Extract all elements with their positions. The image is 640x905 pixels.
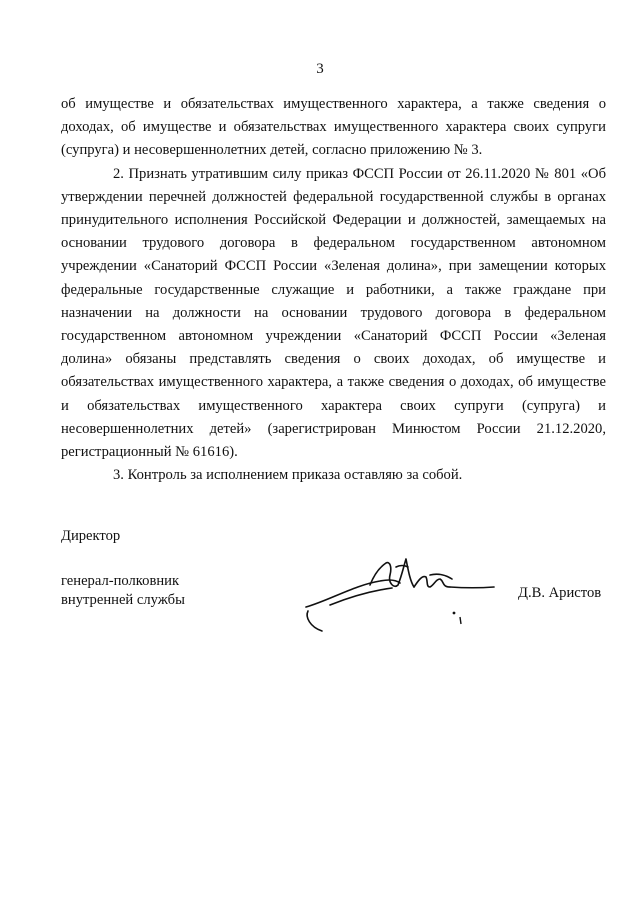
signatory-rank-line-1: генерал-полковник xyxy=(61,573,180,589)
paragraph-item-2: 2. Признать утратившим силу приказ ФССП России от 26.11.2020 № 801 «Об утверждении перечней должностей федеральной государственной службы в органах принудительного исполнения Российской Федерации и должностей, замещаемых на основании трудового договора в федеральном государственном автономном учреждении «Санаторий ФССП России «Зеленая долина», при замещении которых федеральные государственные служащие и работники, а также граждане при назначении на должности на основании трудового договора в федеральном государственном автономном учреждении «Санаторий ФССП России «Зеленая долина» обязаны представлять сведения о своих доходах, об имуществе и обязательствах имущественного характера, а также сведения о доходах, об имуществе и обязательствах имущественного характера своих супруги (супруга) и несовершеннолетних детей» (зарегистрирован Минюстом России 21.12.2020, регистрационный № 61616). xyxy=(61,165,606,461)
signatory-name: Д.В. Аристов xyxy=(518,585,602,601)
page-number: 3 xyxy=(316,61,324,77)
paragraph-continuation: об имуществе и обязательствах имущественного характера, а также сведения о доходах, об имуществе и обязательствах имущественного характера своих супруги (супруга) и несовершеннолетних детей, согласно приложению № 3. xyxy=(61,96,606,159)
handwritten-signature xyxy=(300,545,500,635)
signatory-rank xyxy=(61,572,185,610)
paragraph-item-3: 3. Контроль за исполнением приказа оставляю за собой. xyxy=(113,467,463,484)
signatory-rank-line-2: внутренней службы xyxy=(61,592,185,608)
document-body xyxy=(61,93,606,487)
signatory-title: Директор xyxy=(61,528,121,544)
